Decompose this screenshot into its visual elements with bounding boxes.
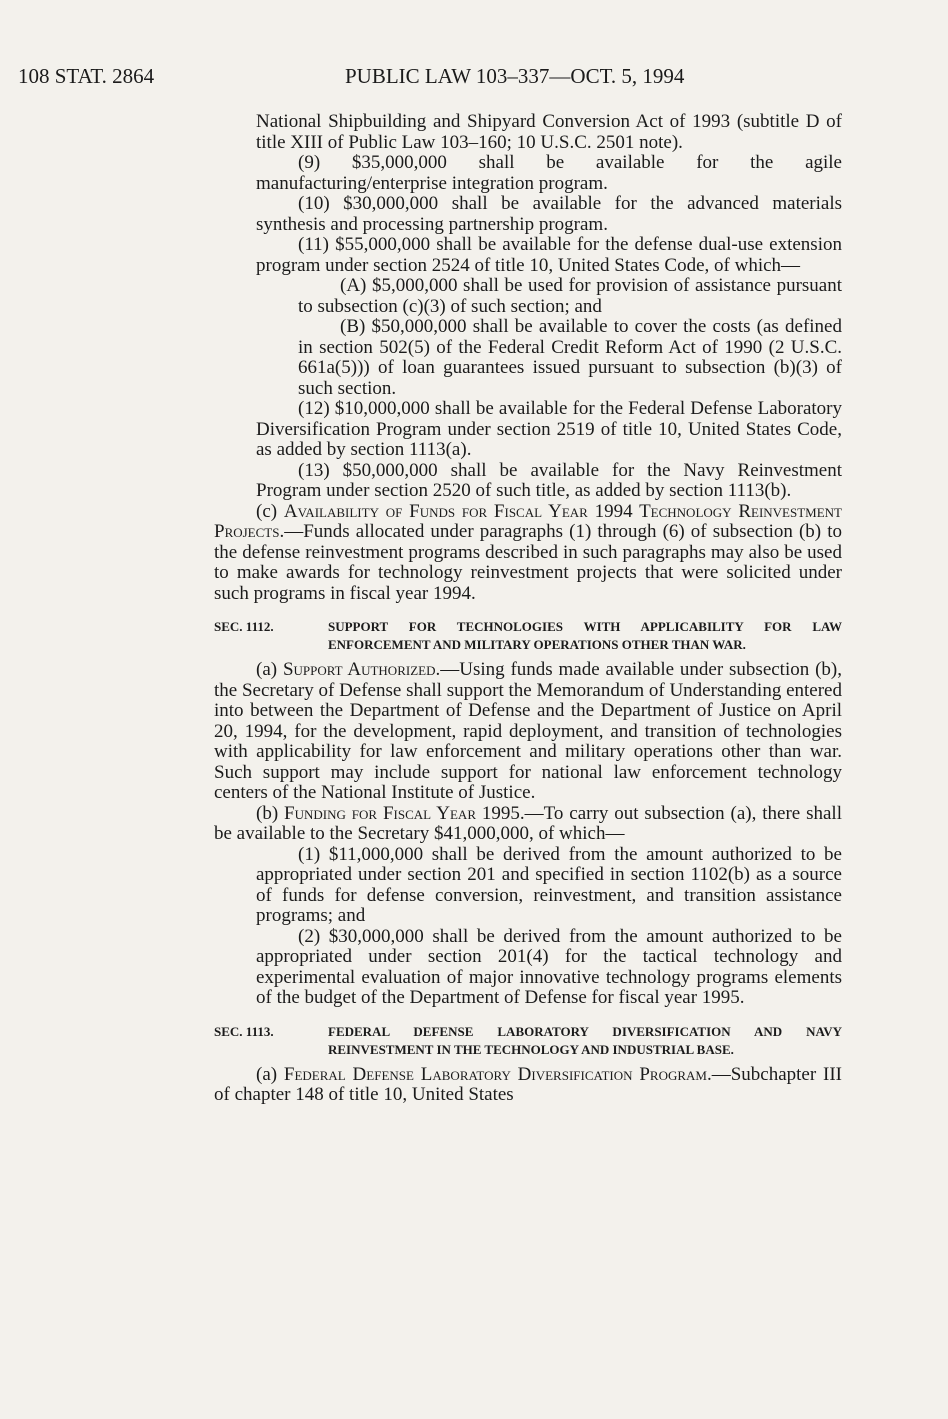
section-1113-title: FEDERAL DEFENSE LABORATORY DIVERSIFICATION AND NAVY REINVESTMENT IN THE TECHNOLOGY AND INDUSTRIAL BASE. [328, 1023, 842, 1057]
section-1112-b-label: (b) [256, 802, 285, 824]
section-1113-a-label: (a) [256, 1063, 284, 1085]
section-1112-title: SUPPORT FOR TECHNOLOGIES WITH APPLICABILITY FOR LAW ENFORCEMENT AND MILITARY OPERATIONS OTHER THAN WAR. [328, 619, 842, 652]
paragraph-intro: National Shipbuilding and Shipyard Conversion Act of 1993 (subtitle D of title XIII of Public Law 103–160; 10 U.S.C. 2501 note). [256, 111, 842, 153]
section-1112-subsection-a [214, 660, 842, 804]
paragraph-13: (13) $50,000,000 shall be available for the Navy Reinvestment Program under section 2520 of such title, as added by section 1113(b). [256, 459, 842, 501]
paragraph-11-b: (B) $50,000,000 shall be available to cover the costs (as defined in section 502(5) of the Federal Credit Reform Act of 1990 (2 U.S.C. 661a(5))) of loan guarantees issued pursuant to subsection (b)(3) of such section. [298, 316, 842, 399]
section-1113-a-heading: Federal Defense Laboratory Diversification Program. [283, 1063, 712, 1085]
public-law-citation: PUBLIC LAW 103–337—OCT. 5, 1994 [345, 64, 685, 88]
section-1113-subsection-a [214, 1065, 842, 1106]
section-1113-a-text: —Subchapter III of chapter 148 of title 10, United States [214, 1063, 842, 1105]
section-1112-b-2: (2) $30,000,000 shall be derived from the amount authorized to be appropriated under section 201(4) for the tactical technology and experimental evaluation of major innovative technology programs elements of the budget of the Department of Defense for fiscal year 1995. [256, 925, 842, 1008]
section-1112-a-text: —Using funds made available under subsection (b), the Secretary of Defense shall support the Memorandum of Understanding entered into between the Department of Defense and the Department of Justice on April 20, 1994, for the development, rapid deployment, and transition of technologies with applicability for law enforcement and military operations other than war. Such support may include support for national law enforcement technology centers of the National Institute of Justice. [214, 659, 842, 803]
paragraph-12: (12) $10,000,000 shall be available for the Federal Defense Laboratory Diversification Program under section 2519 of title 10, United States Code, as added by section 1113(a). [256, 398, 842, 460]
section-1112-number: SEC. 1112. [214, 619, 274, 634]
section-1112-b-heading: Funding for Fiscal Year 1995. [284, 802, 525, 824]
section-1112-b-1: (1) $11,000,000 shall be derived from the amount authorized to be appropriated under section 201 and specified in section 1102(b) as a source of funds for defense conversion, reinvestment, and transition assistance programs; and [256, 843, 842, 926]
section-1113-heading [214, 1023, 842, 1059]
section-1112-heading [214, 618, 842, 654]
subsection-c-heading: Availability of Funds for Fiscal Year 1994 Technology Reinvestment Projects. [214, 500, 842, 542]
paragraph-11: (11) $55,000,000 shall be available for the defense dual-use extension program under section 2524 of title 10, United States Code, of which— [256, 234, 842, 276]
subsection-c [214, 502, 842, 605]
paragraph-9: (9) $35,000,000 shall be available for the agile manufacturing/enterprise integration program. [256, 152, 842, 194]
subsection-c-label: (c) [256, 500, 284, 522]
section-1112-a-heading: Support Authorized. [282, 659, 441, 680]
section-1112-a-label: (a) [256, 659, 283, 680]
stat-citation: 108 STAT. 2864 [18, 64, 155, 88]
subsection-c-text: —Funds allocated under paragraphs (1) through (6) of subsection (b) to the defense reinvestment programs described in such paragraphs may also be used to make awards for technology reinvestment projects that were solicited under such programs in fiscal year 1994. [214, 521, 842, 604]
section-1113-number: SEC. 1113. [214, 1023, 274, 1039]
paragraph-11-a: (A) $5,000,000 shall be used for provision of assistance pursuant to subsection (c)(3) of such section; and [298, 275, 842, 317]
document-body [214, 112, 842, 1106]
section-1112-subsection-b [214, 804, 842, 845]
paragraph-10: (10) $30,000,000 shall be available for the advanced materials synthesis and processing partnership program. [256, 193, 842, 235]
section-1112-b-text: —To carry out subsection (a), there shall be available to the Secretary $41,000,000, of which— [214, 802, 842, 844]
page-header [18, 64, 684, 89]
